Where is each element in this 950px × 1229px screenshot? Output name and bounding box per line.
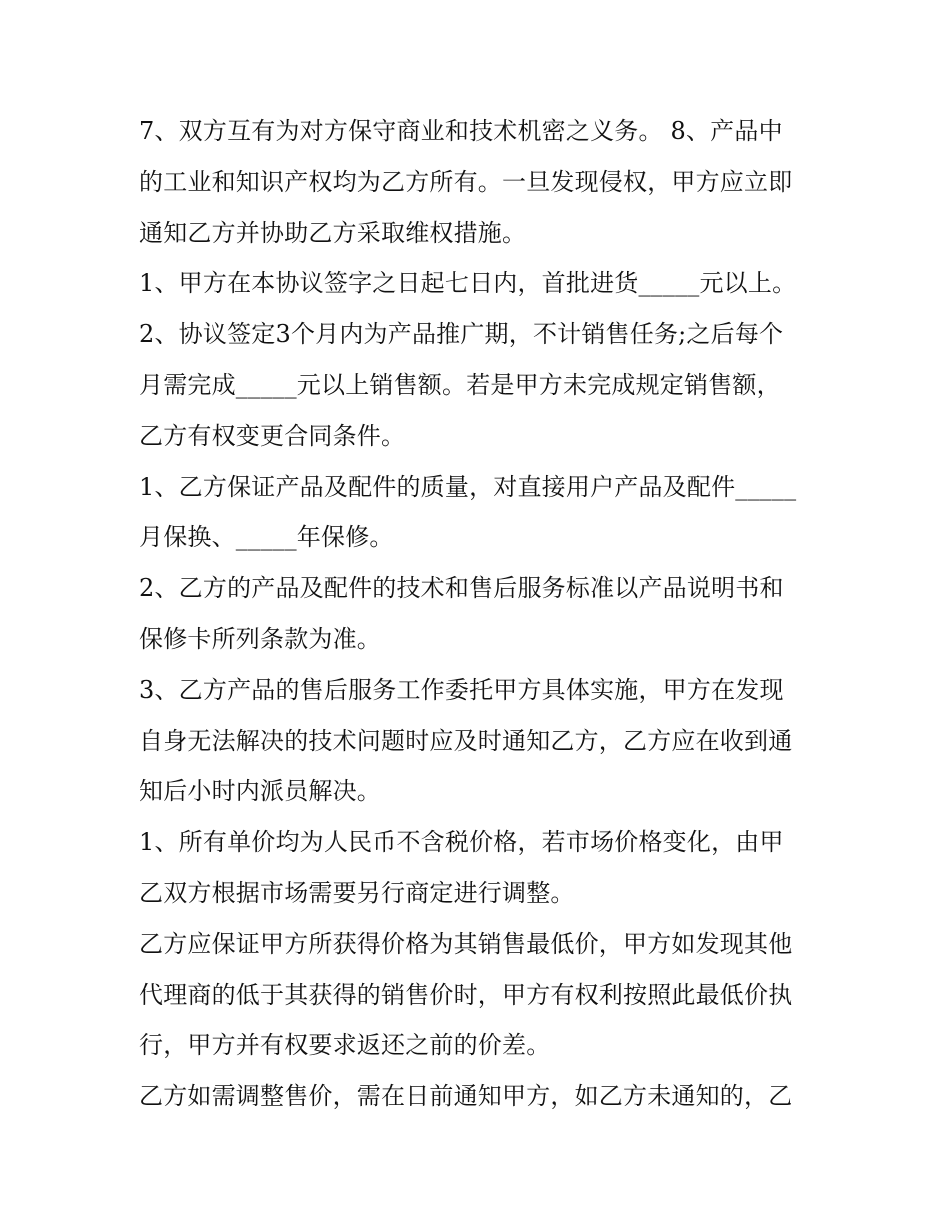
text-line: 7、双方互有为对方保守商业和技术机密之义务。 8、产品中 (139, 117, 783, 145)
text-line: 2、协议签定3个月内为产品推广期，不计销售任务;之后每个 (139, 320, 784, 349)
text-line: 知后小时内派员解决。 (139, 777, 381, 806)
text-line: 行，甲方并有权要求返还之前的价差。 (139, 1031, 551, 1060)
text-line: 1、甲方在本协议签字之日起七日内，首批进货_____元以上。 (139, 269, 797, 298)
text-line: 乙双方根据市场需要另行商定进行调整。 (139, 878, 575, 907)
text-line: 乙方如需调整售价，需在日前通知甲方，如乙方未通知的，乙 (139, 1082, 793, 1111)
text-line: 的工业和知识产权均为乙方所有。一旦发现侵权，甲方应立即 (139, 167, 793, 196)
text-line: 月需完成_____元以上销售额。若是甲方未完成规定销售额， (139, 370, 781, 399)
text-line: 乙方应保证甲方所获得价格为其销售最低价，甲方如发现其他 (139, 929, 793, 958)
text-line: 通知乙方并协助乙方采取维权措施。 (139, 218, 527, 247)
document-body (139, 106, 811, 1122)
text-line: 代理商的低于其获得的销售价时，甲方有权利按照此最低价执 (139, 980, 793, 1009)
text-line: 1、乙方保证产品及配件的质量，对直接用户产品及配件_____ (139, 472, 797, 501)
text-line: 2、乙方的产品及配件的技术和售后服务标准以产品说明书和 (139, 574, 784, 603)
text-line: 自身无法解决的技术问题时应及时通知乙方，乙方应在收到通 (139, 726, 793, 755)
text-line: 1、所有单价均为人民币不含税价格，若市场价格变化，由甲 (139, 828, 784, 857)
text-line: 3、乙方产品的售后服务工作委托甲方具体实施，甲方在发现 (139, 675, 784, 704)
text-line: 保修卡所列条款为准。 (139, 624, 381, 653)
text-line: 乙方有权变更合同条件。 (139, 421, 406, 450)
text-line: 月保换、_____年保修。 (139, 523, 394, 552)
